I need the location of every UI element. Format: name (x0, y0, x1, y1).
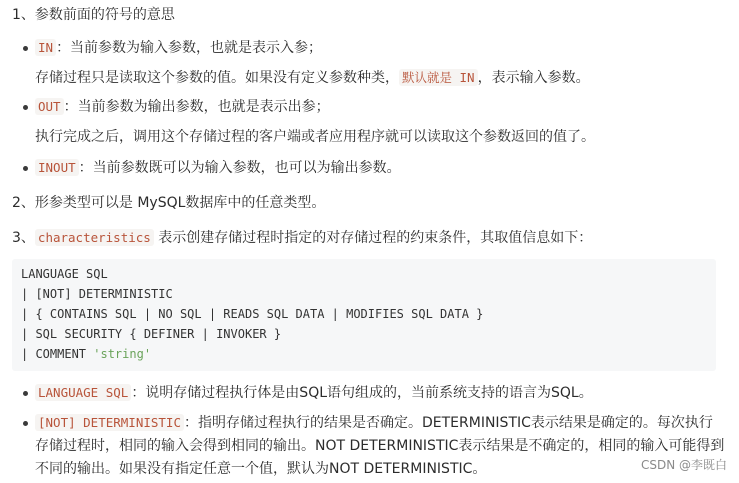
code-line: LANGUAGE SQL (21, 267, 108, 281)
bullet-in (35, 37, 322, 59)
section-1-heading: 1、参数前面的符号的意思 (12, 7, 175, 23)
code-line: | { CONTAINS SQL | NO SQL | READS SQL DATA | MODIFIES SQL DATA } (21, 307, 484, 321)
in-default-code: 默认就是 IN (399, 69, 478, 86)
in-detail (35, 67, 590, 89)
in-text: ：当前参数为输入参数，也就是表示入参； (56, 40, 323, 56)
deterministic-text-1: ：指明存储过程执行的结果是否确定。DETERMINISTIC表示结果是确定的。每次执行 (184, 415, 713, 431)
section-3-text: 表示创建存储过程时指定的对存储过程的约束条件，其取值信息如下： (158, 230, 593, 246)
bullet-dot (23, 391, 28, 396)
bullet-language-sql (35, 382, 593, 404)
section-3-heading (12, 227, 592, 249)
code-string: 'string' (93, 347, 152, 361)
inout-code: INOUT (35, 159, 79, 176)
in-detail-pre: 存储过程只是读取这个参数的值。如果没有定义参数种类， (35, 70, 399, 86)
bullet-inout (35, 157, 401, 179)
bullet-dot (23, 105, 28, 110)
language-sql-text: ：说明存储过程执行体是由SQL语句组成的，当前系统支持的语言为SQL。 (131, 385, 593, 401)
bullet-out (35, 96, 330, 118)
deterministic-code: [NOT] DETERMINISTIC (35, 414, 184, 431)
characteristics-code: characteristics (35, 229, 154, 246)
in-detail-post: ，表示输入参数。 (477, 70, 590, 86)
bullet-dot (23, 421, 28, 426)
code-line: | SQL SECURITY { DEFINER | INVOKER } (21, 327, 282, 341)
bullet-dot (23, 166, 28, 171)
deterministic-text-3: 不同的输出。如果没有指定任意一个值，默认为NOT DETERMINISTIC。 (35, 461, 487, 477)
code-block (12, 259, 716, 371)
bullet-deterministic (35, 412, 713, 434)
out-detail: 执行完成之后，调用这个存储过程的客户端或者应用程序就可以读取这个参数返回的值了。 (35, 129, 595, 145)
out-text: ：当前参数为输出参数，也就是表示出参； (63, 99, 330, 115)
language-sql-code: LANGUAGE SQL (35, 384, 131, 401)
section-3-prefix: 3、 (12, 230, 35, 246)
out-code: OUT (35, 98, 64, 115)
csdn-watermark: CSDN @李既白 (640, 458, 727, 472)
in-code: IN (35, 39, 56, 56)
section-2-heading: 2、形参类型可以是 MySQL数据库中的任意类型。 (12, 195, 326, 211)
code-line: | [NOT] DETERMINISTIC (21, 287, 173, 301)
deterministic-text-2: 存储过程时，相同的输入会得到相同的输出。NOT DETERMINISTIC表示结果是不确定的，相同的输入可能得到 (35, 438, 725, 454)
code-line-text: | COMMENT (21, 347, 94, 361)
bullet-dot (23, 46, 28, 51)
inout-text: ：当前参数既可以为输入参数，也可以为输出参数。 (78, 160, 401, 176)
code-line (21, 344, 151, 364)
